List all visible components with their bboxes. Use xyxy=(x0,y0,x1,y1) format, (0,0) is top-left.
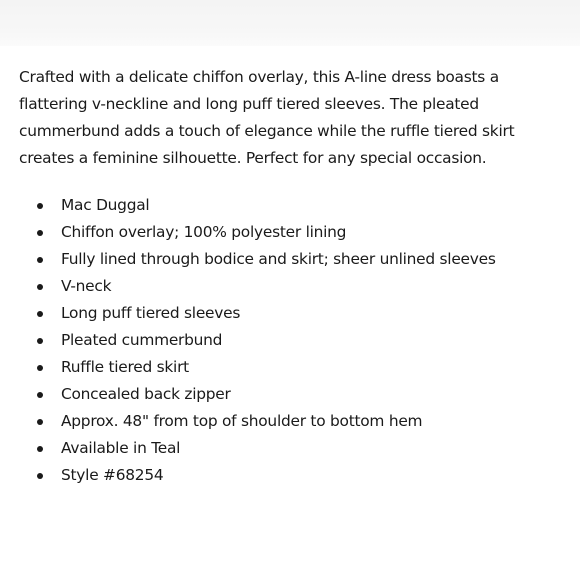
feature-text: Approx. 48" from top of shoulder to bottom hem xyxy=(61,412,423,430)
feature-text: Fully lined through bodice and skirt; sheer unlined sleeves xyxy=(61,250,496,268)
product-description: Crafted with a delicate chiffon overlay, this A-line dress boasts a flattering v-neckline and long puff tiered sleeves. The pleated cummerbund adds a touch of elegance while the ruffle tiered skirt creates a feminine silhouette. Perfect for any special occasion. xyxy=(19,68,515,167)
bullet-icon xyxy=(37,338,43,344)
feature-item-sleeves xyxy=(0,300,580,327)
bullet-icon xyxy=(37,446,43,452)
feature-item-skirt xyxy=(0,354,580,381)
bullet-icon xyxy=(37,230,43,236)
feature-text: Available in Teal xyxy=(61,439,181,457)
bullet-icon xyxy=(37,392,43,398)
feature-item-zipper xyxy=(0,381,580,408)
bullet-icon xyxy=(37,257,43,263)
header-band xyxy=(0,0,580,46)
feature-text: Ruffle tiered skirt xyxy=(61,358,189,376)
feature-item-cummerbund xyxy=(0,327,580,354)
bullet-icon xyxy=(37,284,43,290)
feature-list xyxy=(0,192,580,489)
bullet-icon xyxy=(37,365,43,371)
bullet-icon xyxy=(37,203,43,209)
feature-text: Mac Duggal xyxy=(61,196,150,214)
feature-item-color xyxy=(0,435,580,462)
bullet-icon xyxy=(37,311,43,317)
feature-text: Chiffon overlay; 100% polyester lining xyxy=(61,223,347,241)
bullet-icon xyxy=(37,473,43,479)
feature-text: Concealed back zipper xyxy=(61,385,231,403)
feature-text: Pleated cummerbund xyxy=(61,331,223,349)
feature-item-neckline xyxy=(0,273,580,300)
feature-text: V-neck xyxy=(61,277,112,295)
feature-item-brand xyxy=(0,192,580,219)
feature-text: Long puff tiered sleeves xyxy=(61,304,241,322)
feature-text: Style #68254 xyxy=(61,466,164,484)
feature-item-fabric xyxy=(0,219,580,246)
feature-item-style-number xyxy=(0,462,580,489)
feature-item-length xyxy=(0,408,580,435)
feature-item-lining xyxy=(0,246,580,273)
bullet-icon xyxy=(37,419,43,425)
